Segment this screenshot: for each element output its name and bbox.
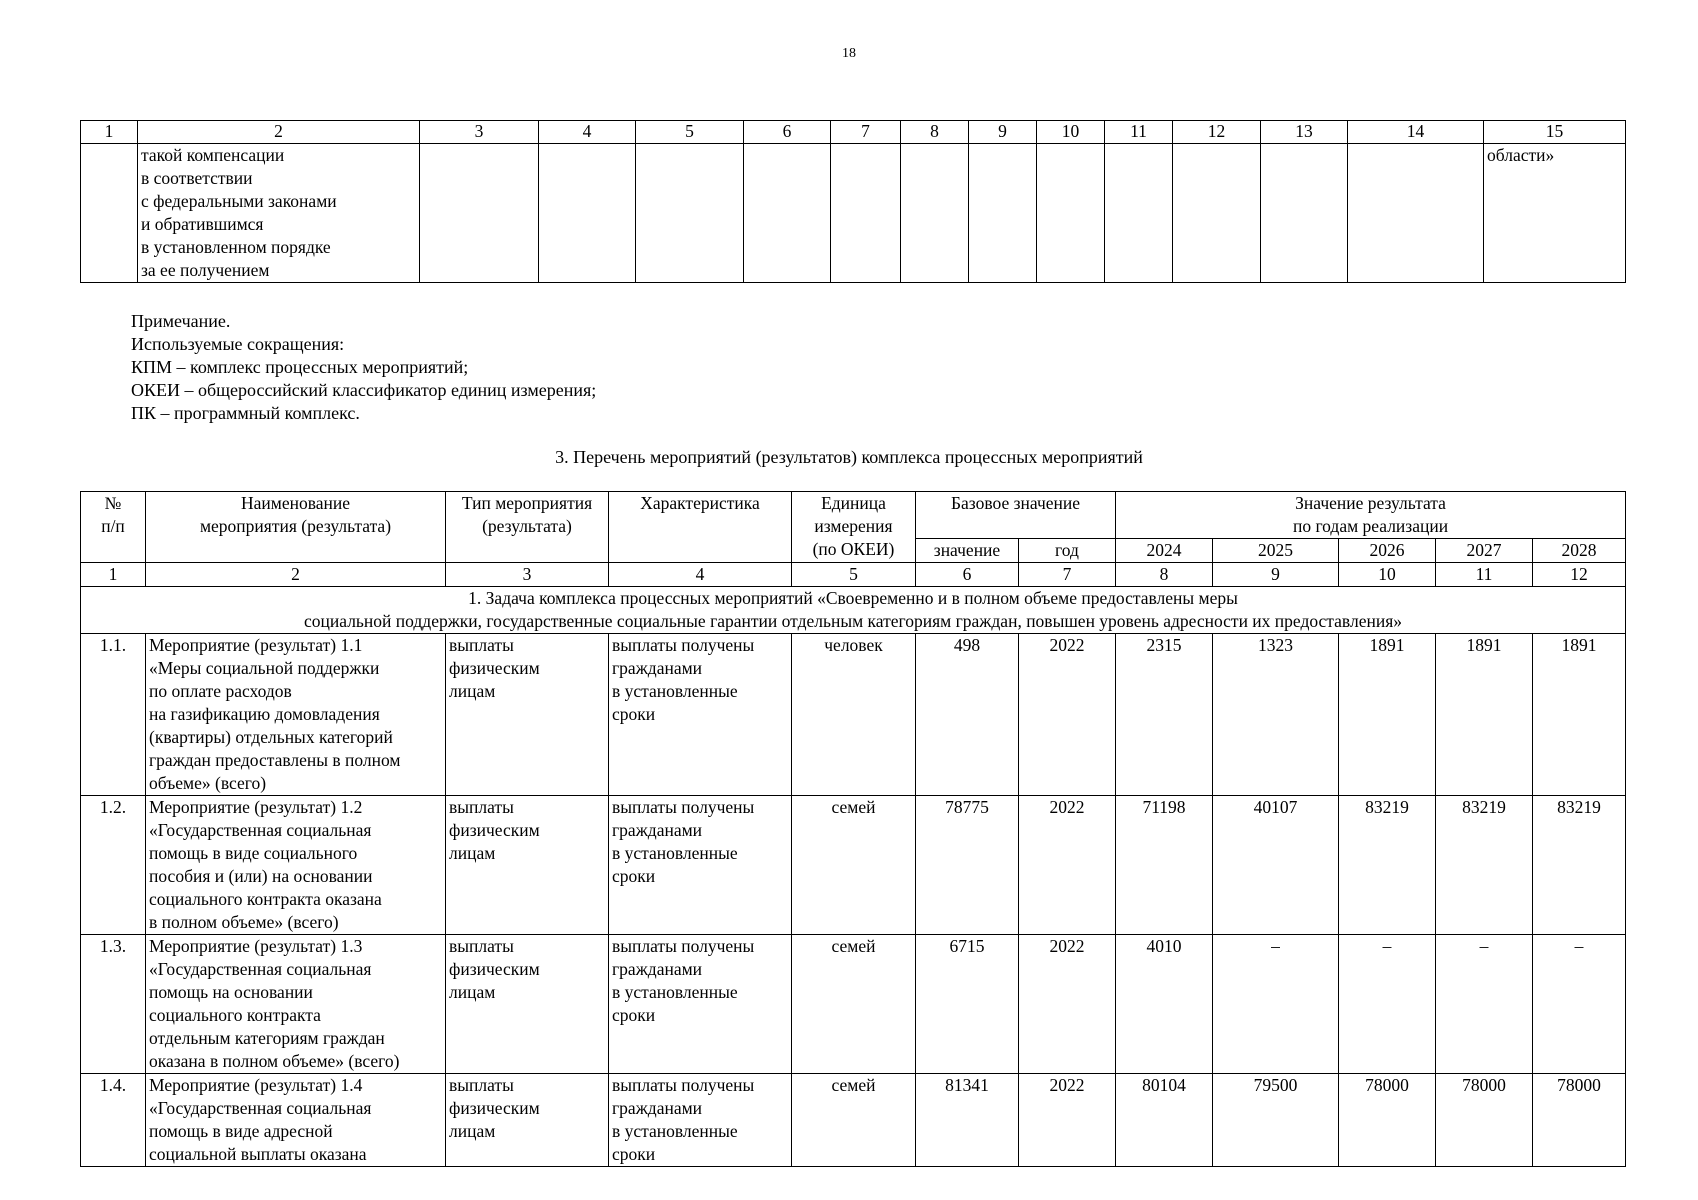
year-value: 1891 <box>1533 634 1626 796</box>
year-value: – <box>1213 935 1339 1074</box>
column-number: 4 <box>609 563 792 587</box>
activity-type: выплаты физическим лицам <box>446 634 609 796</box>
base-year: 2022 <box>1019 634 1116 796</box>
header-year: 2027 <box>1436 539 1533 563</box>
year-value: 2315 <box>1116 634 1213 796</box>
header-row <box>81 492 1626 539</box>
table-row <box>81 796 1626 935</box>
activity-characteristic: выплаты получены гражданами в установленные сроки <box>609 1074 792 1167</box>
column-number: 8 <box>1116 563 1213 587</box>
year-value: 1891 <box>1436 634 1533 796</box>
year-value: 78000 <box>1339 1074 1436 1167</box>
column-number: 6 <box>916 563 1019 587</box>
note-item: ОКЕИ – общероссийский классификатор единиц измерения; <box>131 380 597 400</box>
note-block <box>131 310 596 425</box>
unit: человек <box>792 634 916 796</box>
activity-characteristic: выплаты получены гражданами в установленные сроки <box>609 796 792 935</box>
column-number: 11 <box>1436 563 1533 587</box>
task-row <box>81 587 1626 634</box>
continuation-col-number: 13 <box>1261 121 1348 144</box>
activity-name: Мероприятие (результат) 1.4 «Государственная социальная помощь в виде адресной социальной выплаты оказана <box>146 1074 446 1167</box>
year-value: – <box>1533 935 1626 1074</box>
row-number: 1.3. <box>81 935 146 1074</box>
year-value: 4010 <box>1116 935 1213 1074</box>
header-base-value: значение <box>916 539 1019 563</box>
base-value: 498 <box>916 634 1019 796</box>
header-year: 2028 <box>1533 539 1626 563</box>
year-value: 71198 <box>1116 796 1213 935</box>
continuation-col-number: 5 <box>636 121 744 144</box>
continuation-col15: области» <box>1484 144 1626 283</box>
column-number: 10 <box>1339 563 1436 587</box>
activity-name: Мероприятие (результат) 1.2 «Государственная социальная помощь в виде социального пособия и (или) на основании социального контракта оказана в полном объеме» (всего) <box>146 796 446 935</box>
page-number: 18 <box>842 46 856 61</box>
year-value: 1323 <box>1213 634 1339 796</box>
continuation-col-number: 6 <box>744 121 831 144</box>
continuation-col-number: 12 <box>1173 121 1261 144</box>
header-year: 2026 <box>1339 539 1436 563</box>
row-number: 1.2. <box>81 796 146 935</box>
column-number: 1 <box>81 563 146 587</box>
continuation-body-row <box>81 144 1626 283</box>
continuation-col-number: 15 <box>1484 121 1626 144</box>
unit: семей <box>792 1074 916 1167</box>
activity-name: Мероприятие (результат) 1.3 «Государственная социальная помощь на основании социального контракта отдельным категориям граждан оказана в полном объеме» (всего) <box>146 935 446 1074</box>
column-number: 7 <box>1019 563 1116 587</box>
year-value: 78000 <box>1533 1074 1626 1167</box>
continuation-col-number: 7 <box>831 121 901 144</box>
column-number: 5 <box>792 563 916 587</box>
base-year: 2022 <box>1019 1074 1116 1167</box>
activities-table <box>80 491 1626 1167</box>
year-value: 1891 <box>1339 634 1436 796</box>
year-value: – <box>1339 935 1436 1074</box>
row-number: 1.4. <box>81 1074 146 1167</box>
activity-characteristic: выплаты получены гражданами в установленные сроки <box>609 935 792 1074</box>
activity-type: выплаты физическим лицам <box>446 935 609 1074</box>
base-value: 78775 <box>916 796 1019 935</box>
header-characteristic: Характеристика <box>609 492 792 563</box>
year-value: – <box>1436 935 1533 1074</box>
header-base: Базовое значение <box>916 492 1116 539</box>
column-number: 12 <box>1533 563 1626 587</box>
note-item: ПК – программный комплекс. <box>131 403 360 423</box>
note-title: Примечание. <box>131 311 231 331</box>
table-row <box>81 1074 1626 1167</box>
column-number: 2 <box>146 563 446 587</box>
year-value: 79500 <box>1213 1074 1339 1167</box>
section-title: 3. Перечень мероприятий (результатов) комплекса процессных мероприятий <box>555 447 1143 467</box>
header-base-year: год <box>1019 539 1116 563</box>
year-value: 83219 <box>1339 796 1436 935</box>
unit: семей <box>792 935 916 1074</box>
activity-type: выплаты физическим лицам <box>446 1074 609 1167</box>
row-number: 1.1. <box>81 634 146 796</box>
continuation-col-number: 9 <box>969 121 1037 144</box>
continuation-table <box>80 120 1626 283</box>
year-value: 40107 <box>1213 796 1339 935</box>
activity-type: выплаты физическим лицам <box>446 796 609 935</box>
year-value: 78000 <box>1436 1074 1533 1167</box>
activity-name: Мероприятие (результат) 1.1 «Меры социальной поддержки по оплате расходов на газификацию домовладения (квартиры) отдельных категорий граждан предоставлены в полном объеме» (всего) <box>146 634 446 796</box>
continuation-col-number: 11 <box>1105 121 1173 144</box>
continuation-col-number: 8 <box>901 121 969 144</box>
continuation-col-number: 14 <box>1348 121 1484 144</box>
column-number: 3 <box>446 563 609 587</box>
continuation-col-number: 4 <box>539 121 636 144</box>
header-year: 2025 <box>1213 539 1339 563</box>
year-value: 80104 <box>1116 1074 1213 1167</box>
header-result: Значение результата по годам реализации <box>1116 492 1626 539</box>
unit: семей <box>792 796 916 935</box>
header-num: № п/п <box>81 492 146 563</box>
note-item: КПМ – комплекс процессных мероприятий; <box>131 357 469 377</box>
base-value: 6715 <box>916 935 1019 1074</box>
activity-characteristic: выплаты получены гражданами в установленные сроки <box>609 634 792 796</box>
base-value: 81341 <box>916 1074 1019 1167</box>
base-year: 2022 <box>1019 796 1116 935</box>
note-abbr-title: Используемые сокращения: <box>131 334 345 354</box>
continuation-col-number: 2 <box>138 121 420 144</box>
header-type: Тип мероприятия (результата) <box>446 492 609 563</box>
year-value: 83219 <box>1533 796 1626 935</box>
continuation-col-number: 3 <box>420 121 539 144</box>
year-value: 83219 <box>1436 796 1533 935</box>
header-name: Наименование мероприятия (результата) <box>146 492 446 563</box>
continuation-col-number: 1 <box>81 121 138 144</box>
base-year: 2022 <box>1019 935 1116 1074</box>
table-row <box>81 935 1626 1074</box>
continuation-header-row <box>81 121 1626 144</box>
header-unit: Единица измерения (по ОКЕИ) <box>792 492 916 563</box>
task-title: 1. Задача комплекса процессных мероприятий «Своевременно и в полном объеме предоставлены меры социальной поддержки, государственные социальные гарантии отдельным категориям граждан, повышен уровень адресности их предоставления» <box>81 587 1626 634</box>
continuation-text: такой компенсации в соответствии с федеральными законами и обратившимся в установленном порядке за ее получением <box>138 144 420 283</box>
column-number: 9 <box>1213 563 1339 587</box>
continuation-col-number: 10 <box>1037 121 1105 144</box>
header-year: 2024 <box>1116 539 1213 563</box>
table-row <box>81 634 1626 796</box>
column-number-row <box>81 563 1626 587</box>
